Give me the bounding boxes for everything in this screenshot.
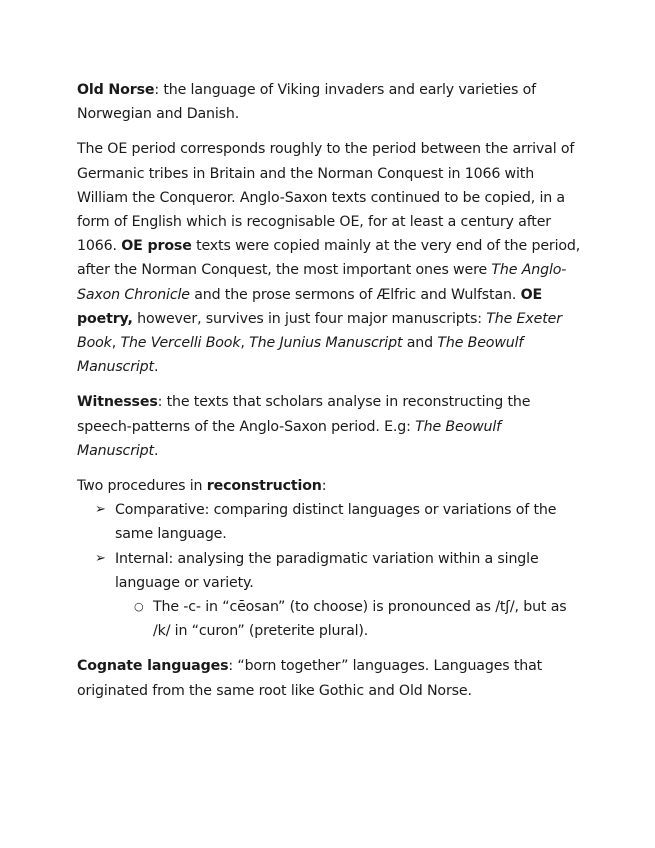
definition-cognate-languages: : “born together” languages. Languages that originated from the same root like Gothic and Old Norse. — [77, 658, 543, 699]
term-reconstruction: reconstruction — [206, 478, 322, 495]
definition-old-norse: : the language of Viking invaders and early varieties of Norwegian and Danish. — [77, 82, 536, 123]
list-item-comparative — [95, 498, 582, 546]
text-segment: . — [153, 359, 159, 376]
title-vercelli-book: The Vercelli Book — [120, 335, 241, 352]
list-item-text: Comparative: comparing distinct languages or variations of the same language. — [115, 502, 557, 543]
term-witnesses: Witnesses — [77, 394, 158, 411]
paragraph-cognate-languages — [77, 654, 582, 702]
title-junius-manuscript: The Junius Manuscript — [249, 335, 403, 352]
list-item-internal — [95, 547, 582, 644]
circle-bullet-icon: ○ — [134, 600, 144, 614]
paragraph-witnesses — [77, 390, 582, 463]
text-segment: however, survives in just four major manuscripts: — [132, 310, 487, 327]
text-segment: : — [321, 478, 327, 495]
text-segment: . — [153, 442, 159, 459]
term-old-norse: Old Norse — [77, 82, 155, 98]
arrow-bullet-icon: ➢ — [95, 550, 106, 566]
term-oe-poetry: OE poetry, — [77, 286, 543, 327]
example-beowulf-manuscript: The Beowulf Manuscript — [77, 418, 502, 459]
title-anglo-saxon-chronicle: The Anglo-Saxon Chronicle — [77, 262, 567, 303]
text-segment: , — [111, 335, 121, 352]
definition-witnesses: : the texts that scholars analyse in reconstructing the speech-patterns of the Anglo-Saxon period. E.g: — [77, 394, 531, 435]
internal-sublist — [115, 595, 582, 643]
paragraph-old-norse — [77, 78, 582, 126]
text-segment: and the prose sermons of Ælfric and Wulfstan. — [189, 286, 521, 303]
term-cognate-languages: Cognate languages — [77, 658, 229, 675]
sublist-item-ceosan — [134, 595, 582, 643]
text-segment: The OE period corresponds roughly to the period between the arrival of Germanic tribes in Britain and the Norman Conquest in 1066 with William the Conqueror. Anglo-Saxon texts continued to be copied, in a form of English which is recognisable OE, for at least a century after 1066. — [77, 141, 575, 255]
paragraph-oe-period — [77, 137, 582, 379]
text-segment: texts were copied mainly at the very end of the period, after the Norman Conquest, the most important ones were — [77, 238, 581, 279]
paragraph-reconstruction — [77, 474, 582, 498]
text-segment: Two procedures in — [77, 478, 207, 495]
list-item-text: Internal: analysing the paradigmatic variation within a single language or variety. — [115, 550, 539, 591]
reconstruction-list — [77, 498, 582, 643]
title-beowulf-manuscript: The Beowulf Manuscript — [77, 335, 524, 376]
document-page — [77, 78, 582, 703]
text-segment: and — [402, 335, 438, 352]
arrow-bullet-icon: ➢ — [95, 502, 106, 518]
sublist-item-text: The -c- in “cēosan” (to choose) is pronounced as /tʃ/, but as /k/ in “curon” (preterite plural). — [153, 599, 567, 640]
text-segment: , — [240, 335, 250, 352]
term-oe-prose: OE prose — [121, 238, 192, 255]
title-exeter-book: The Exeter Book — [77, 310, 562, 352]
